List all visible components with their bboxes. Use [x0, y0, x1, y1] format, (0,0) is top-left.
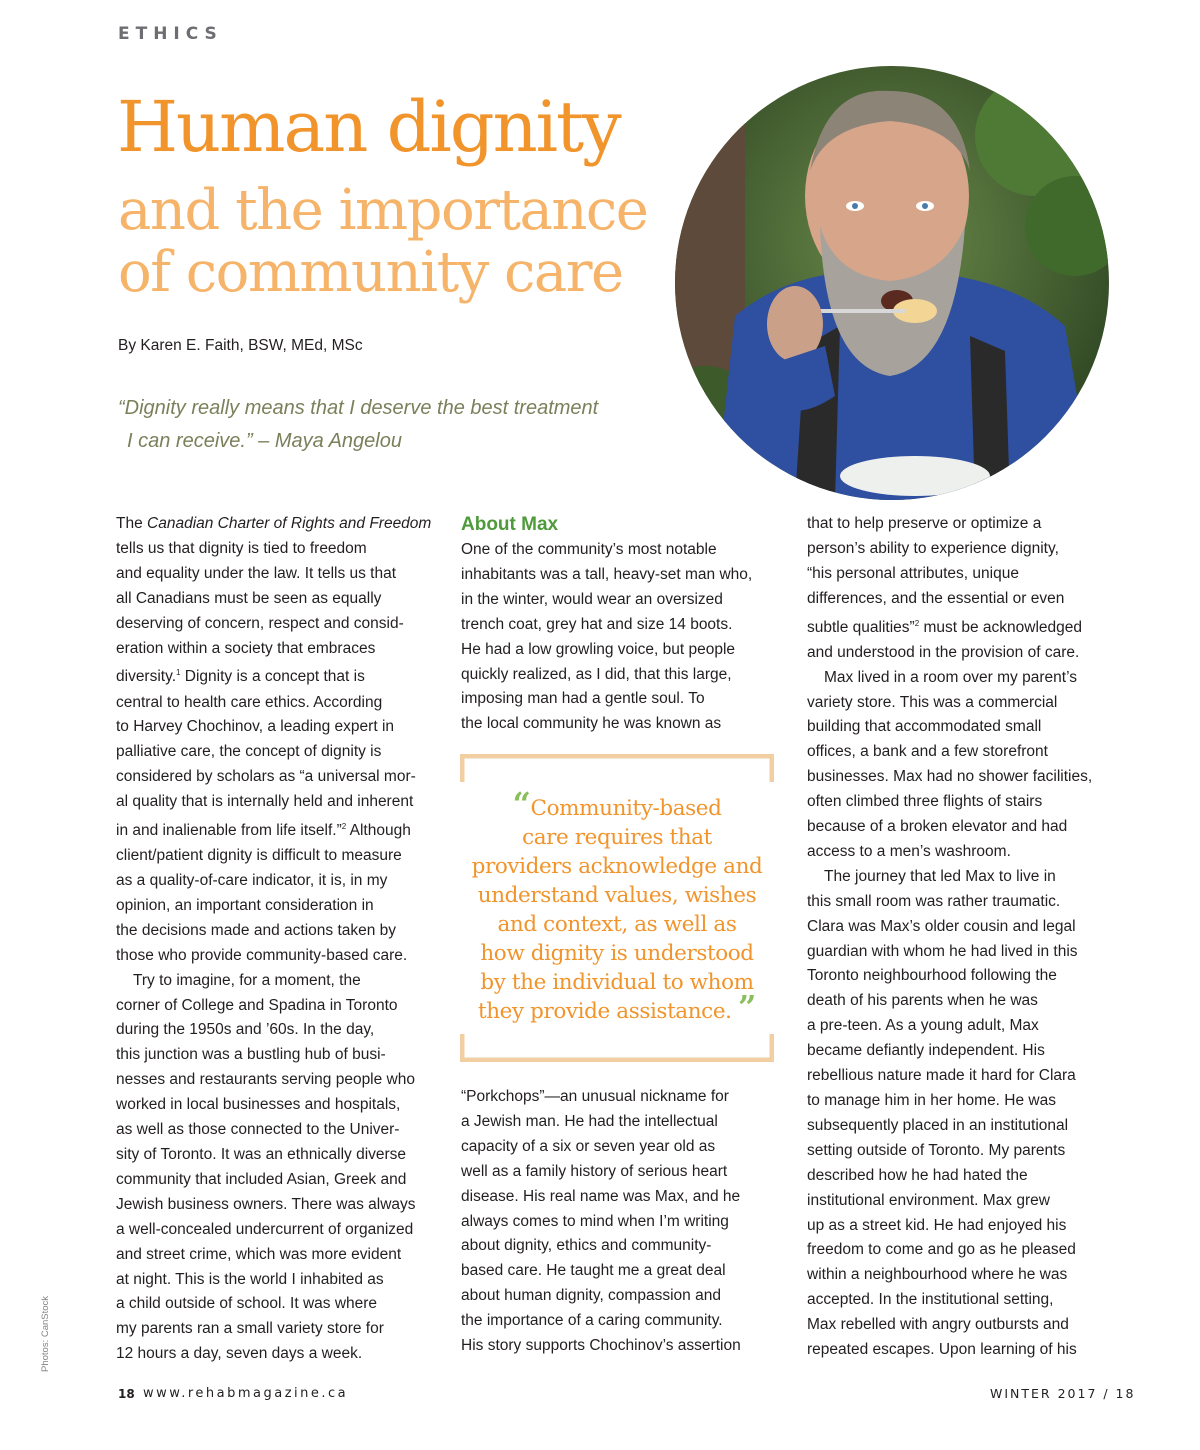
- text-line: subsequently placed in an institutional: [807, 1116, 1069, 1134]
- text-line: repeated escapes. Upon learning of his: [807, 1341, 1077, 1359]
- text-run: in and inalienable from life itself.”: [116, 822, 342, 840]
- text-line: offices, a bank and a few storefront: [807, 743, 1048, 761]
- section-label: ETHICS: [118, 24, 223, 44]
- text-run: Community-based: [530, 796, 722, 821]
- text-line: “his personal attributes, unique: [807, 564, 1019, 582]
- text-line: death of his parents when he was: [807, 992, 1038, 1010]
- text-line: always comes to mind when I’m writing: [461, 1212, 729, 1230]
- text-line: well as a family history of serious heart: [461, 1162, 728, 1180]
- text-line: within a neighbourhood where he was: [807, 1266, 1068, 1284]
- charter-title: Canadian Charter of Rights and Freedom: [147, 515, 432, 532]
- text-line: became defiantly independent. His: [807, 1042, 1045, 1060]
- pull-quote-line: how dignity is understood: [480, 941, 754, 966]
- text-line: and understood in the provision of care.: [807, 643, 1080, 661]
- text-line: all Canadians must be seen as equally: [116, 589, 382, 607]
- text-line: guardian with whom he had lived in this: [807, 942, 1078, 960]
- text-run: Although: [346, 822, 411, 840]
- text-line: setting outside of Toronto. My parents: [807, 1141, 1066, 1159]
- text-line: freedom to come and go as he pleased: [807, 1241, 1076, 1259]
- text-line: building that accommodated small: [807, 718, 1042, 736]
- text-run: must be acknowledged: [919, 618, 1083, 636]
- text-line: as a quality-of-care indicator, it is, in my: [116, 872, 388, 889]
- text-line: based care. He taught me a great deal: [461, 1262, 726, 1280]
- text-line: in the winter, would wear an oversized: [461, 590, 723, 608]
- text-line: at night. This is the world I inhabited as: [116, 1270, 384, 1288]
- text-line: about dignity, ethics and community-: [461, 1237, 712, 1255]
- text-line: al quality that is internally held and inherent: [116, 793, 414, 811]
- text-line: considered by scholars as “a universal mor-: [116, 768, 416, 786]
- text-line: deserving of concern, respect and consid-: [116, 614, 404, 632]
- pull-quote-line: understand values, wishes: [477, 883, 757, 908]
- footer-url[interactable]: www.rehabmagazine.ca: [143, 1386, 349, 1401]
- text-line: Jewish business owners. There was always: [116, 1195, 416, 1213]
- text-line: [116, 815, 434, 844]
- text-line: He had a low growling voice, but people: [461, 640, 736, 658]
- page-number: 18: [118, 1387, 135, 1401]
- text-line: client/patient dignity is difficult to measure: [116, 847, 402, 865]
- text-line: disease. His real name was Max, and he: [461, 1187, 741, 1205]
- text-line: [116, 661, 434, 690]
- body-column-1: [116, 512, 434, 1367]
- footnote-ref: 2: [914, 618, 920, 628]
- text-line: businesses. Max had no shower facilities,: [807, 768, 1093, 786]
- text-line: opinion, an important consideration in: [116, 896, 374, 914]
- text-line: The journey that led Max to live in: [824, 867, 1056, 885]
- pull-quote-box: [460, 754, 774, 1062]
- pull-quote-line: care requires that: [522, 825, 712, 850]
- text-run: The: [116, 515, 148, 532]
- text-line: capacity of a six or seven year old as: [461, 1137, 716, 1155]
- byline: By Karen E. Faith, BSW, MEd, MSc: [118, 337, 363, 354]
- footer-issue: WINTER 2017 / 18: [990, 1386, 1136, 1401]
- text-line: corner of College and Spadina in Toronto: [116, 996, 398, 1014]
- text-line: this junction was a bustling hub of busi-: [116, 1046, 386, 1064]
- text-line: “Porkchops”—an unusual nickname for: [461, 1088, 729, 1105]
- text-run: they provide assistance.: [477, 999, 732, 1024]
- text-line: often climbed three flights of stairs: [807, 793, 1043, 811]
- man-eating-photo-illustration: [675, 66, 1109, 500]
- epigraph-line: “Dignity really means that I deserve the best treatment: [118, 397, 599, 419]
- body-column-2: [461, 512, 781, 737]
- text-line: differences, and the essential or even: [807, 589, 1065, 607]
- footnote-ref: 2: [341, 822, 347, 832]
- text-line: this small room was rather traumatic.: [807, 892, 1061, 910]
- open-quote-mark: “: [512, 785, 531, 823]
- text-line: sity of Toronto. It was an ethnically diverse: [116, 1145, 407, 1163]
- text-line: Clara was Max’s older cousin and legal: [807, 917, 1076, 935]
- text-line: variety store. This was a commercial: [807, 693, 1058, 711]
- photo-credit: Photos: CanStock: [40, 1295, 51, 1372]
- text-line: the decisions made and actions taken by: [116, 921, 397, 939]
- text-line: nesses and restaurants serving people who: [116, 1071, 415, 1089]
- text-run: diversity.: [116, 668, 177, 686]
- text-line: a Jewish man. He had the intellectual: [461, 1112, 718, 1130]
- text-line: quickly realized, as I did, that this large,: [461, 665, 732, 683]
- text-line: worked in local businesses and hospitals,: [116, 1096, 401, 1114]
- text-run: subtle qualities”: [807, 618, 915, 636]
- subhead-about-max: About Max: [461, 514, 559, 535]
- pull-quote-line: [460, 988, 774, 1026]
- text-line: a child outside of school. It was where: [116, 1295, 378, 1313]
- text-line: palliative care, the concept of dignity is: [116, 743, 382, 761]
- text-line: accepted. In the institutional setting,: [807, 1291, 1054, 1309]
- pull-quote-line: by the individual to whom: [480, 970, 754, 995]
- text-line: His story supports Chochinov’s assertion: [461, 1337, 741, 1355]
- text-line: 12 hours a day, seven days a week.: [116, 1345, 363, 1363]
- text-line: Try to imagine, for a moment, the: [133, 971, 361, 989]
- pull-quote-line: and context, as well as: [497, 912, 737, 937]
- text-line: during the 1950s and ’60s. In the day,: [116, 1021, 375, 1039]
- text-line: imposing man had a gentle soul. To: [461, 690, 705, 708]
- text-line: [116, 512, 434, 537]
- subheadline-line2: of community care: [118, 240, 623, 305]
- headline: Human dignity: [117, 86, 620, 168]
- text-line: community that included Asian, Greek and: [116, 1170, 407, 1188]
- text-line: One of the community’s most notable: [461, 541, 717, 558]
- epigraph-quote: [118, 392, 678, 458]
- text-line: because of a broken elevator and had: [807, 818, 1068, 836]
- epigraph-line: I can receive.” – Maya Angelou: [127, 430, 402, 452]
- text-line: Max rebelled with angry outbursts and: [807, 1316, 1069, 1334]
- text-line: to manage him in her home. He was: [807, 1092, 1056, 1109]
- text-line: about human dignity, compassion and: [461, 1287, 721, 1305]
- text-line: inhabitants was a tall, heavy-set man who,: [461, 565, 753, 583]
- text-line: described how he had hated the: [807, 1166, 1028, 1184]
- text-line: a pre-teen. As a young adult, Max: [807, 1017, 1039, 1035]
- text-line: as well as those connected to the Univer-: [116, 1121, 400, 1139]
- pull-quote-text: [460, 785, 774, 1026]
- text-line: central to health care ethics. According: [116, 693, 383, 711]
- hero-photo: [675, 66, 1109, 500]
- text-line: and street crime, which was more evident: [116, 1245, 402, 1263]
- text-line: my parents ran a small variety store for: [116, 1320, 384, 1338]
- text-line: the importance of a caring community.: [461, 1312, 723, 1330]
- text-line: Toronto neighbourhood following the: [807, 967, 1057, 985]
- pull-quote-line: providers acknowledge and: [471, 854, 763, 879]
- text-line: tells us that dignity is tied to freedom: [116, 539, 367, 557]
- footnote-ref: 1: [176, 668, 181, 678]
- text-run: Dignity is a concept that is: [180, 668, 365, 686]
- text-line: trench coat, grey hat and size 14 boots.: [461, 615, 733, 633]
- body-column-2-continued: [461, 1085, 781, 1359]
- text-line: and equality under the law. It tells us that: [116, 564, 397, 582]
- text-line: [807, 612, 1127, 641]
- text-line: eration within a society that embraces: [116, 639, 376, 657]
- body-column-3: [807, 512, 1127, 1363]
- text-line: the local community he was known as: [461, 715, 722, 733]
- text-line: to Harvey Chochinov, a leading expert in: [116, 718, 395, 736]
- text-line: up as a street kid. He had enjoyed his: [807, 1216, 1067, 1234]
- subheadline-line1: and the importance: [118, 178, 648, 243]
- text-line: a well-concealed undercurrent of organized: [116, 1220, 414, 1238]
- text-line: those who provide community-based care.: [116, 946, 408, 964]
- text-line: Max lived in a room over my parent’s: [824, 668, 1077, 686]
- pull-quote-line: [460, 785, 774, 823]
- text-line: institutional environment. Max grew: [807, 1191, 1050, 1209]
- text-line: that to help preserve or optimize a: [807, 515, 1042, 532]
- text-line: person’s ability to experience dignity,: [807, 539, 1059, 557]
- close-quote-mark: ”: [738, 988, 757, 1026]
- text-line: rebellious nature made it hard for Clara: [807, 1067, 1076, 1085]
- text-line: access to a men’s washroom.: [807, 842, 1011, 860]
